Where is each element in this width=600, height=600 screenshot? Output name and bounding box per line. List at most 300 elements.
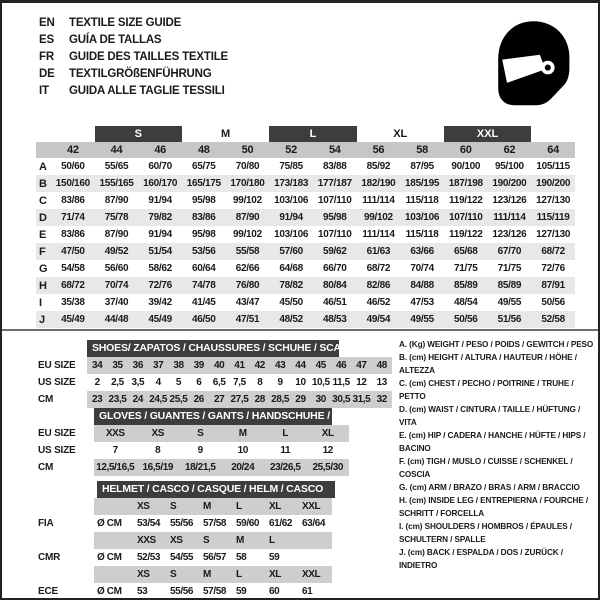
shoes-cell: 9: [277, 377, 283, 388]
racing-helmet-icon: [491, 18, 571, 110]
shoes-row-label: CM: [38, 394, 54, 405]
size-cell: 105/115: [536, 161, 570, 172]
size-cell: 43/47: [235, 297, 260, 308]
size-cell: 119/122: [448, 195, 483, 206]
helmet-row-FIA: [38, 515, 332, 532]
size-col-52: 52: [285, 144, 297, 156]
size-cell: 46/52: [366, 297, 391, 308]
helmet-cell: [299, 532, 332, 549]
size-group-XL: XL: [393, 128, 408, 140]
size-cell: 173/183: [274, 178, 309, 189]
shoes-cell: 28: [250, 391, 270, 408]
helmet-title-bar: HELMET / CASCO / CASQUE / HELM / CASCO: [97, 481, 335, 498]
shoes-header-row: [38, 340, 392, 357]
size-cell: 76/80: [235, 280, 260, 291]
shoes-cell: 12: [356, 377, 367, 388]
lang-title: TEXTILE SIZE GUIDE: [69, 16, 182, 29]
row-key: A: [39, 160, 47, 173]
shoes-cell: 43: [270, 357, 290, 374]
legend-item-d: D. (cm) WAIST / CINTURA / TAILLE / HÜFTUNG / VITA: [399, 405, 581, 427]
helmet-header-row: [38, 481, 332, 498]
size-col-44: 44: [110, 144, 123, 156]
corner-cell: [36, 142, 51, 158]
helmet-cell: XS: [167, 532, 200, 549]
section-divider: [2, 329, 600, 331]
shoes-cell: 27: [209, 391, 229, 408]
shoes-row-label: EU SIZE: [38, 360, 76, 371]
helmet-row-label: [38, 566, 94, 583]
size-row-J: [36, 311, 575, 328]
row-key: H: [39, 279, 47, 292]
gloves-cell: 8: [155, 445, 161, 456]
helmet-cell: L: [233, 498, 266, 515]
size-cell: 80/84: [323, 280, 347, 291]
unit-cell: Ø CM: [97, 518, 122, 529]
size-cell: 46/50: [192, 314, 216, 325]
gloves-row-CM: [38, 459, 349, 476]
gloves-cell: 10: [237, 445, 248, 456]
size-col-60: 60: [459, 144, 472, 156]
helmet-cell: 58: [236, 552, 247, 563]
size-col-48: 48: [197, 144, 210, 156]
size-cell: 107/110: [318, 195, 352, 206]
size-cell: 182/190: [361, 178, 396, 189]
lang-code: IT: [39, 84, 49, 97]
helmet-cell: 57/58: [203, 518, 227, 529]
gloves-cell: 9: [197, 445, 203, 456]
helmet-table: [38, 481, 332, 600]
lang-title: GUIDA ALLE TAGLIE TESSILI: [69, 84, 225, 97]
size-cell: 71/75: [453, 263, 478, 274]
size-cell: 39/42: [148, 297, 172, 308]
size-cell: 47/53: [410, 297, 434, 308]
helmet-cell: 56/57: [203, 552, 227, 563]
helmet-cell: 57/58: [203, 586, 227, 597]
size-cell: 91/94: [148, 195, 172, 206]
size-cell: 190/200: [492, 178, 527, 189]
gloves-cell: 12,5/16,5: [94, 459, 137, 476]
size-cell: 99/102: [233, 195, 262, 206]
legend-item-j: J. (cm) BACK / ESPALDA / DOS / ZURÜCK / INDIETRO: [399, 548, 563, 570]
gloves-cell: 18/21,5: [179, 459, 222, 476]
shoes-cell: 38: [168, 357, 188, 374]
size-cell: 45/49: [148, 314, 172, 325]
shoes-row-label: US SIZE: [38, 377, 76, 388]
size-cell: 111/114: [362, 229, 395, 240]
gloves-header-row: [38, 408, 349, 425]
size-cell: 53/56: [192, 246, 216, 257]
size-row-H: [36, 277, 575, 294]
helmet-cell: XL: [266, 498, 299, 515]
shoes-cell: 31,5: [351, 391, 371, 408]
shoes-cell: 34: [87, 357, 107, 374]
size-cell: 87/95: [410, 161, 434, 172]
size-number-row: [36, 142, 575, 158]
shoes-cell: 40: [209, 357, 229, 374]
helmet-title-cell: [94, 481, 332, 498]
size-cell: 79/82: [148, 212, 172, 223]
shoes-cell: 10,5: [311, 377, 330, 388]
size-cell: 55/65: [104, 161, 129, 172]
size-cell: 123/126: [492, 229, 527, 240]
helmet-cell: 59: [236, 586, 247, 597]
shoes-cell: 7,5: [233, 377, 246, 388]
size-cell: 99/102: [364, 212, 393, 223]
helmet-cell: XXL: [299, 498, 332, 515]
shoes-cell: 29: [290, 391, 310, 408]
helmet-cell: 52/53: [137, 552, 161, 563]
helmet-cell: 53/54: [137, 518, 161, 529]
spacer-cell: [38, 408, 94, 425]
gloves-title-bar: GLOVES / GUANTES / GANTS / HANDSCHUHE / GUANTI: [94, 408, 332, 425]
size-cell: 57/60: [279, 246, 303, 257]
legend-item-e: E. (cm) HIP / CADERA / HANCHE / HÜFTE / HIPS / BACINO: [399, 431, 586, 453]
shoes-cell: 23: [87, 391, 107, 408]
unit-cell: [94, 498, 134, 515]
shoes-cell: 45: [311, 357, 331, 374]
lang-line-it: [39, 82, 228, 99]
shoes-cell: 30: [311, 391, 331, 408]
lang-line-en: [39, 14, 228, 31]
shoes-row-CM: [38, 391, 392, 408]
helmet-cell: 59: [269, 552, 280, 563]
size-cell: 47/50: [61, 246, 85, 257]
unit-cell: Ø CM: [97, 552, 122, 563]
gloves-cell: L: [264, 425, 307, 442]
size-cell: 95/98: [192, 195, 216, 206]
size-cell: 87/90: [104, 195, 129, 206]
size-cell: 87/90: [104, 229, 129, 240]
gloves-cell: S: [179, 425, 222, 442]
size-cell: 45/50: [279, 297, 303, 308]
lang-code: ES: [39, 33, 54, 46]
size-cell: 50/56: [541, 297, 565, 308]
size-cell: 115/119: [536, 212, 570, 223]
size-cell: 59/62: [323, 246, 347, 257]
size-cell: 99/102: [233, 229, 262, 240]
shoes-cell: 2,5: [111, 377, 124, 388]
size-cell: 68/72: [541, 246, 565, 257]
shoes-cell: 27,5: [229, 391, 249, 408]
size-cell: 185/195: [405, 178, 440, 189]
helmet-cell: 61: [302, 586, 313, 597]
size-cell: 45/49: [61, 314, 85, 325]
size-cell: 111/114: [362, 195, 395, 206]
size-cell: 71/75: [497, 263, 522, 274]
gloves-cell: XS: [137, 425, 180, 442]
gloves-row-label: US SIZE: [38, 445, 76, 456]
size-cell: 51/54: [148, 246, 172, 257]
helmet-cell: 63/64: [302, 518, 326, 529]
lang-title: TEXTILGRÖßENFÜHRUNG: [69, 67, 212, 80]
size-row-A: [36, 158, 575, 175]
shoes-title-bar: SHOES/ ZAPATOS / CHAUSSURES / SCHUHE / SCARPE: [87, 340, 339, 357]
shoes-cell: 4: [155, 377, 161, 388]
size-group-row: [36, 126, 575, 142]
shoes-cell: 13: [376, 377, 387, 388]
legend-item-c: C. (cm) CHEST / PECHO / POITRINE / TRUHE / PETTO: [399, 379, 574, 401]
size-cell: 127/130: [536, 229, 571, 240]
helmet-cell: L: [233, 566, 266, 583]
shoes-cell: 23,5: [107, 391, 127, 408]
size-group-L: L: [269, 126, 356, 142]
lang-line-es: [39, 31, 228, 48]
size-cell: 83/86: [61, 229, 85, 240]
size-cell: 68/72: [366, 263, 391, 274]
gloves-cell: 23/26,5: [264, 459, 307, 476]
size-cell: 71/74: [61, 212, 85, 223]
shoes-cell: 36: [128, 357, 148, 374]
gloves-row-EU SIZE: [38, 425, 349, 442]
shoes-cell: 37: [148, 357, 168, 374]
unit-cell: Ø CM: [97, 586, 122, 597]
row-key: C: [39, 194, 47, 207]
helmet-cell: 54/55: [170, 552, 194, 563]
size-cell: 170/180: [230, 178, 265, 189]
size-cell: 46/51: [323, 297, 347, 308]
unit-cell: [94, 566, 134, 583]
size-cell: 67/70: [497, 246, 522, 257]
size-col-64: 64: [547, 144, 559, 156]
size-cell: 49/55: [410, 314, 434, 325]
size-cell: 150/160: [55, 178, 90, 189]
shoes-cell: 3,5: [131, 377, 145, 388]
helmet-cell: XS: [134, 498, 167, 515]
gloves-cell: XXS: [94, 425, 137, 442]
size-cell: 49/55: [497, 297, 522, 308]
size-cell: 48/52: [279, 314, 303, 325]
size-group-M: M: [221, 128, 231, 140]
size-cell: 74/78: [192, 280, 216, 291]
shoes-cell: 25,5: [168, 391, 188, 408]
helmet-row-2: [38, 532, 332, 549]
textile-size-table: [36, 126, 575, 328]
row-key: E: [39, 228, 47, 241]
gloves-row-US SIZE: [38, 442, 349, 459]
gloves-cell: 20/24: [222, 459, 265, 476]
size-cell: 49/54: [366, 314, 391, 325]
size-cell: 115/118: [405, 195, 439, 206]
size-cell: 35/38: [61, 297, 85, 308]
size-row-I: [36, 294, 575, 311]
size-cell: 61/63: [366, 246, 391, 257]
size-cell: 95/100: [494, 161, 524, 172]
helmet-row-label: [38, 532, 94, 549]
size-col-50: 50: [241, 144, 254, 156]
helmet-row-ECE: [38, 583, 332, 600]
lang-title: GUÍA DE TALLAS: [69, 33, 162, 46]
shoes-cell: 41: [229, 357, 249, 374]
size-col-56: 56: [372, 144, 385, 156]
size-cell: 68/72: [61, 280, 85, 291]
shoes-cell: 47: [351, 357, 371, 374]
size-cell: 123/126: [492, 195, 527, 206]
size-cell: 48/53: [323, 314, 347, 325]
shoes-cell: 5: [175, 377, 182, 388]
lang-code: FR: [39, 50, 54, 63]
shoes-row-EU SIZE: [38, 357, 392, 374]
size-cell: 87/90: [235, 212, 260, 223]
size-cell: 56/60: [104, 263, 129, 274]
size-cell: 70/80: [235, 161, 260, 172]
shoes-cell: 28,5: [270, 391, 290, 408]
size-cell: 95/98: [323, 212, 347, 223]
helmet-row-label: ECE: [38, 586, 58, 597]
size-cell: 190/200: [536, 178, 571, 189]
lang-line-fr: [39, 48, 228, 65]
language-title-list: [39, 14, 228, 99]
gloves-cell: 16,5/19: [137, 459, 180, 476]
size-cell: 70/74: [104, 280, 129, 291]
gloves-cell: 11: [280, 445, 291, 456]
spacer-cell: [38, 481, 94, 498]
helmet-cell: XXS: [134, 532, 167, 549]
size-group-S: S: [95, 126, 182, 142]
size-cell: 83/86: [61, 195, 85, 206]
helmet-cell: S: [200, 532, 233, 549]
helmet-row-label: [38, 498, 94, 515]
shoes-cell: 24: [128, 391, 148, 408]
size-cell: 44/48: [104, 314, 129, 325]
size-cell: 85/89: [497, 280, 522, 291]
shoes-title-cell: [87, 340, 392, 357]
gloves-row-label: EU SIZE: [38, 428, 76, 439]
gloves-title-cell: [94, 408, 372, 425]
size-cell: 85/92: [366, 161, 391, 172]
measurement-legend: [399, 338, 595, 572]
shoes-cell: 6,5: [212, 377, 226, 388]
size-cell: 95/98: [192, 229, 216, 240]
helmet-cell: 55/56: [170, 518, 194, 529]
size-group-XXL: XXL: [444, 126, 531, 142]
shoes-cell: 42: [250, 357, 270, 374]
row-key: I: [39, 296, 42, 309]
size-cell: 47/51: [235, 314, 260, 325]
size-cell: 119/122: [448, 229, 483, 240]
size-row-B: [36, 175, 575, 192]
row-key: D: [39, 211, 47, 224]
shoes-cell: 24,5: [148, 391, 168, 408]
gloves-table: [38, 408, 372, 476]
helmet-cell: M: [233, 532, 266, 549]
helmet-row-label: FIA: [38, 518, 54, 529]
size-cell: 70/74: [410, 263, 434, 274]
gloves-row-label: CM: [38, 462, 54, 473]
legend-item-g: G. (cm) ARM / BRAZO / BRAS / ARM / BRACCIO: [399, 483, 580, 492]
size-cell: 41/45: [192, 297, 216, 308]
gloves-cell: XL: [307, 425, 350, 442]
shoes-cell: 11,5: [332, 377, 350, 388]
gloves-cell: M: [222, 425, 265, 442]
helmet-cell: [299, 549, 332, 566]
size-col-58: 58: [416, 144, 428, 156]
shoes-cell: 6: [196, 377, 202, 388]
shoes-table: [38, 340, 392, 408]
size-cell: 52/58: [541, 314, 565, 325]
size-cell: 82/86: [366, 280, 391, 291]
shoes-cell: 26: [189, 391, 209, 408]
size-cell: 91/94: [148, 229, 172, 240]
helmet-row-CMR: [38, 549, 332, 566]
lang-code: EN: [39, 16, 55, 29]
size-cell: 187/198: [448, 178, 483, 189]
size-col-62: 62: [503, 144, 516, 156]
size-col-46: 46: [154, 144, 166, 156]
legend-item-h: H. (cm) INSIDE LEG / ENTREPIERNA / FOURCHE / SCHRITT / FORCELLA: [399, 496, 589, 518]
spacer-cell: [38, 340, 87, 357]
shoes-cell: 46: [331, 357, 351, 374]
gloves-cell: 7: [112, 445, 118, 456]
size-cell: 103/106: [274, 229, 309, 240]
size-cell: 63/66: [410, 246, 434, 257]
size-cell: 87/91: [541, 280, 565, 291]
size-cell: 107/110: [318, 229, 352, 240]
size-group-spacer: [531, 126, 575, 142]
helmet-cell: S: [167, 498, 200, 515]
size-cell: 62/66: [235, 263, 260, 274]
size-cell: 72/76: [148, 280, 172, 291]
row-key: J: [39, 313, 45, 326]
size-cell: 65/68: [453, 246, 478, 257]
shoes-cell: 2: [94, 377, 100, 388]
size-cell: 50/60: [61, 161, 85, 172]
size-cell: 48/54: [453, 297, 478, 308]
size-cell: 83/88: [323, 161, 347, 172]
size-cell: 60/70: [148, 161, 172, 172]
lang-line-de: [39, 65, 228, 82]
size-cell: 91/94: [279, 212, 303, 223]
size-cell: 54/58: [61, 263, 85, 274]
shoes-cell: 32: [372, 391, 392, 408]
helmet-cell: 60: [269, 586, 280, 597]
row-key: F: [39, 245, 46, 258]
size-cell: 160/170: [143, 178, 178, 189]
size-row-D: [36, 209, 575, 226]
size-cell: 49/52: [104, 246, 129, 257]
size-cell: 155/165: [99, 178, 134, 189]
helmet-row-label: CMR: [38, 552, 61, 563]
helmet-cell: M: [200, 566, 233, 583]
size-cell: 66/70: [323, 263, 347, 274]
size-row-E: [36, 226, 575, 243]
size-cell: 50/56: [453, 314, 478, 325]
helmet-cell: S: [167, 566, 200, 583]
size-cell: 75/85: [279, 161, 303, 172]
size-cell: 83/86: [192, 212, 216, 223]
helmet-cell: 55/56: [170, 586, 194, 597]
shoes-cell: 44: [290, 357, 310, 374]
size-cell: 65/75: [192, 161, 216, 172]
size-cell: 165/175: [186, 178, 221, 189]
size-row-F: [36, 243, 575, 260]
helmet-cell: 59/60: [236, 518, 260, 529]
helmet-cell: XL: [266, 566, 299, 583]
size-cell: 84/88: [410, 280, 434, 291]
helmet-cell: XXL: [299, 566, 332, 583]
row-key: G: [39, 262, 48, 275]
size-cell: 51/56: [497, 314, 522, 325]
helmet-cell: 53: [137, 586, 148, 597]
helmet-row-0: [38, 498, 332, 515]
size-cell: 78/82: [279, 280, 303, 291]
size-cell: 58/62: [148, 263, 172, 274]
size-cell: 37/40: [104, 297, 129, 308]
gloves-cell: 12: [322, 445, 333, 456]
unit-cell: [94, 532, 134, 549]
size-cell: 115/118: [405, 229, 439, 240]
gloves-cell: 25,5/30: [307, 459, 350, 476]
shoes-cell: 48: [372, 357, 392, 374]
